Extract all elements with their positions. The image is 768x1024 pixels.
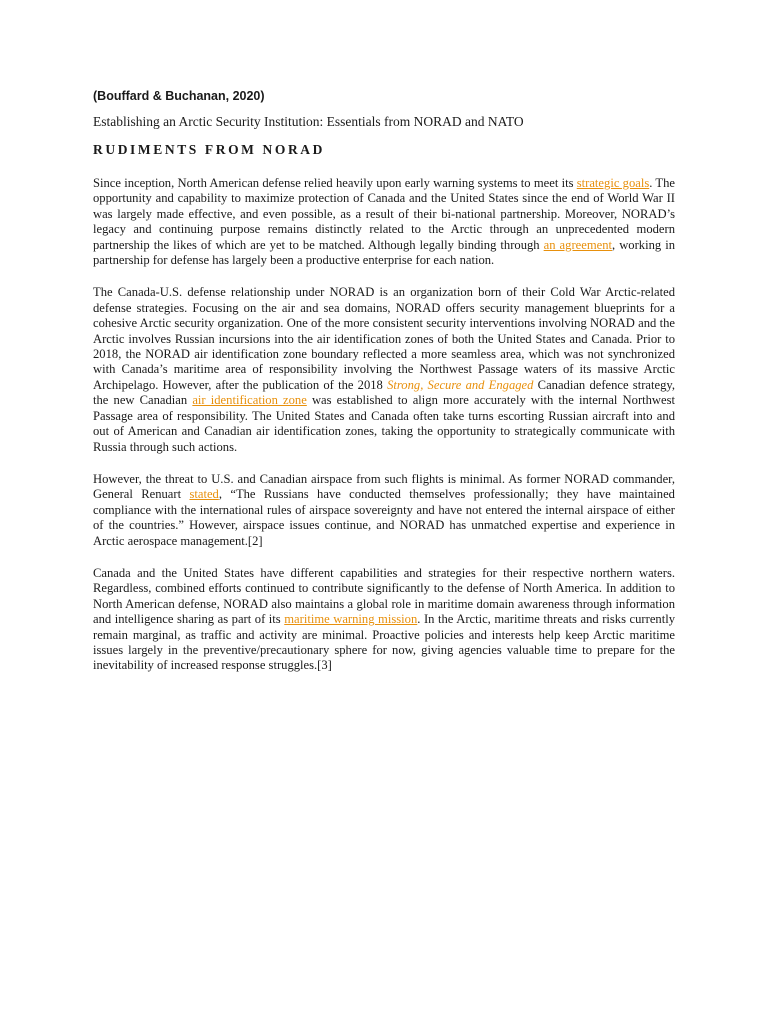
- paragraph-text: Canada and the United States have different capabilities and strategies for their respective northern waters. Regardless, combined efforts continued to contribute significantly to the defense of North America. In addition to North American defense, NORAD also maintains a global role in maritime domain awareness through information and intelligence sharing as part of its: [93, 565, 675, 627]
- paragraph: [93, 176, 675, 268]
- paragraph-text: . The opportunity and capability to maximize protection of Canada and the United States since the end of World War II was largely made effective, and even possible, as a result of their bi-national partnership. Moreover, NORAD’s legacy and continuing purpose remains distinctly related to the Arctic through an unprecedented modern partnership the likes of which are yet to be matched. Although legally binding through: [93, 176, 676, 252]
- paragraph-text: was established to align more accurately with the internal Northwest Passage area of responsibility. The United States and Canada often take turns escorting Russian aircraft into and out of American and Canadian air identification zones, taking the opportunity to strategically communicate with Russia through such actions.: [93, 393, 676, 454]
- paragraph-text: Since inception, North American defense relied heavily upon early warning systems to meet its: [93, 176, 577, 190]
- paragraph-text: , “The Russians have conducted themselves professionally; they have maintained compliance with the international rules of airspace sovereignty and have not entered the internal airspace of either of the countries.” However, airspace issues continue, and NORAD has unmatched expertise and experience in Arctic aerospace management.[2]: [93, 487, 675, 548]
- citation: (Bouffard & Buchanan, 2020): [93, 89, 265, 103]
- document-page: [93, 88, 675, 691]
- section-heading: RUDIMENTS FROM NORAD: [93, 142, 325, 157]
- link-an-agreement[interactable]: an agreement: [543, 237, 613, 252]
- paragraph-text: Canadian defence strategy, the new Canadian: [93, 377, 675, 408]
- paragraph: [93, 566, 675, 674]
- paragraph-text: . In the Arctic, maritime threats and risks currently remain marginal, as traffic and activity are minimal. Proactive policies and interests help keep Arctic maritime issues largely in the preventive/precautionary sphere for now, giving agencies valuable time to prepare for the inevitability of increased response struggles.[3]: [93, 612, 675, 673]
- paragraph-text: , working in partnership for defense has largely been a productive enterprise for each nation.: [93, 237, 676, 268]
- paragraph: [93, 472, 675, 549]
- paragraph-text: The Canada-U.S. defense relationship under NORAD is an organization born of their Cold War Arctic-related defense strategies. Focusing on the air and sea domains, NORAD offers security management blueprints for a cohesive Arctic security organization. One of the more consistent security interventions involving NORAD and the Arctic involves Russian incursions into the air identification zones of both the United States and Canada. Prior to 2018, the NORAD air identification zone boundary reflected a more seamless area, which was not synchronized with Canada’s maritime area of responsibility involving the Northwest Passage waters of its massive Arctic Archipelago. However, after the publication of the 2018: [93, 285, 675, 392]
- paragraph: [93, 285, 675, 454]
- link-stated[interactable]: stated: [189, 487, 219, 502]
- document-title: Establishing an Arctic Security Institution: Essentials from NORAD and NATO: [93, 114, 524, 129]
- link-strong-secure-and-engaged[interactable]: Strong, Secure and Engaged: [387, 377, 534, 392]
- link-strategic-goals[interactable]: strategic goals: [576, 176, 650, 190]
- body-text: [93, 176, 675, 674]
- paragraph-text: However, the threat to U.S. and Canadian airspace from such flights is minimal. As former NORAD commander, General Renuart: [93, 471, 675, 502]
- link-maritime-warning-mission[interactable]: maritime warning mission: [284, 612, 418, 627]
- link-air-identification-zone[interactable]: air identification zone: [192, 393, 307, 408]
